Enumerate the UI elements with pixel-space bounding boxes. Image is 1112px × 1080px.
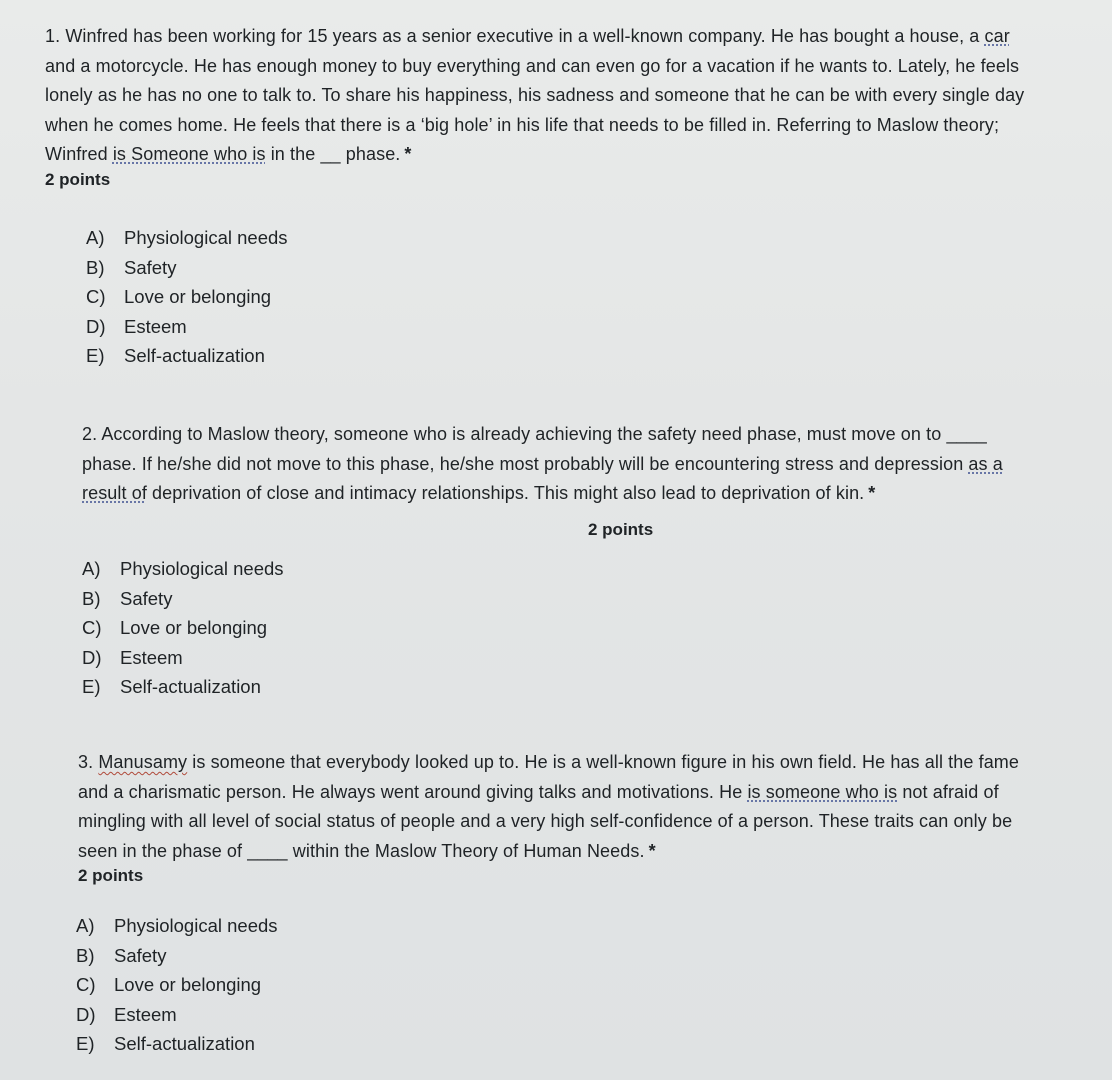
question-3	[78, 748, 1038, 886]
question-1	[45, 22, 1025, 190]
question-3-text: 3. Manusamy is someone that everybody looked up to. He is a well-known figure in his own field. He has all the fame and a charismatic person. He always went around giving talks and motivations. He is someone who is not afraid of mingling with all level of social status of people and a very high self-confidence of a person. These traits can only be seen in the phase of ____ within the Maslow Theory of Human Needs. *	[78, 752, 1020, 861]
option-a[interactable]: A) Physiological needs	[76, 915, 278, 936]
question-1-options	[86, 223, 288, 371]
required-marker: *	[648, 840, 656, 861]
question-1-points: 2 points	[45, 169, 111, 189]
option-c[interactable]: C) Love or belonging	[86, 286, 272, 307]
required-marker: *	[868, 483, 876, 503]
question-2-number: 2.	[82, 424, 98, 444]
option-b[interactable]: B) Safety	[76, 944, 167, 966]
required-marker: *	[404, 144, 412, 164]
question-3-number: 3.	[78, 752, 94, 772]
question-2-points: 2 points	[588, 520, 654, 539]
option-a[interactable]: A) Physiological needs	[86, 227, 288, 248]
option-d[interactable]: D) Esteem	[76, 1003, 177, 1025]
option-b[interactable]: B) Safety	[86, 256, 177, 278]
option-c[interactable]: C) Love or belonging	[82, 617, 268, 638]
option-d[interactable]: D) Esteem	[82, 646, 183, 668]
option-e[interactable]: E) Self-actualization	[86, 345, 265, 366]
option-c[interactable]: C) Love or belonging	[76, 974, 262, 995]
question-1-text: 1. Winfred has been working for 15 years as a senior executive in a well-known company. He has bought a house, a car and a motorcycle. He has enough money to buy everything and can even go for a vacation if he wants to. Lately, he feels lonely as he has no one to talk to. To share his happiness, his sadness and someone that he can be with every single day when he comes home. He feels that there is a ‘big hole’ in his life that needs to be filled in. Referring to Maslow theory; Winfred is Someone who is in the __ phase. *	[45, 26, 1025, 164]
question-2	[82, 420, 1032, 509]
question-3-points: 2 points	[78, 866, 144, 885]
option-e[interactable]: E) Self-actualization	[76, 1033, 255, 1054]
option-d[interactable]: D) Esteem	[86, 315, 187, 337]
option-b[interactable]: B) Safety	[82, 587, 173, 609]
option-e[interactable]: E) Self-actualization	[82, 676, 261, 697]
question-2-options	[82, 554, 284, 702]
question-3-options	[76, 911, 278, 1059]
question-1-number: 1.	[45, 26, 61, 46]
question-2-text: 2. According to Maslow theory, someone who is already achieving the safety need phase, must move on to ____ phase. If he/she did not move to this phase, he/she most probably will be encountering stress and depression as a result of deprivation of close and intimacy relationships. This might also lead to deprivation of kin. *	[82, 424, 1003, 503]
option-a[interactable]: A) Physiological needs	[82, 558, 284, 579]
